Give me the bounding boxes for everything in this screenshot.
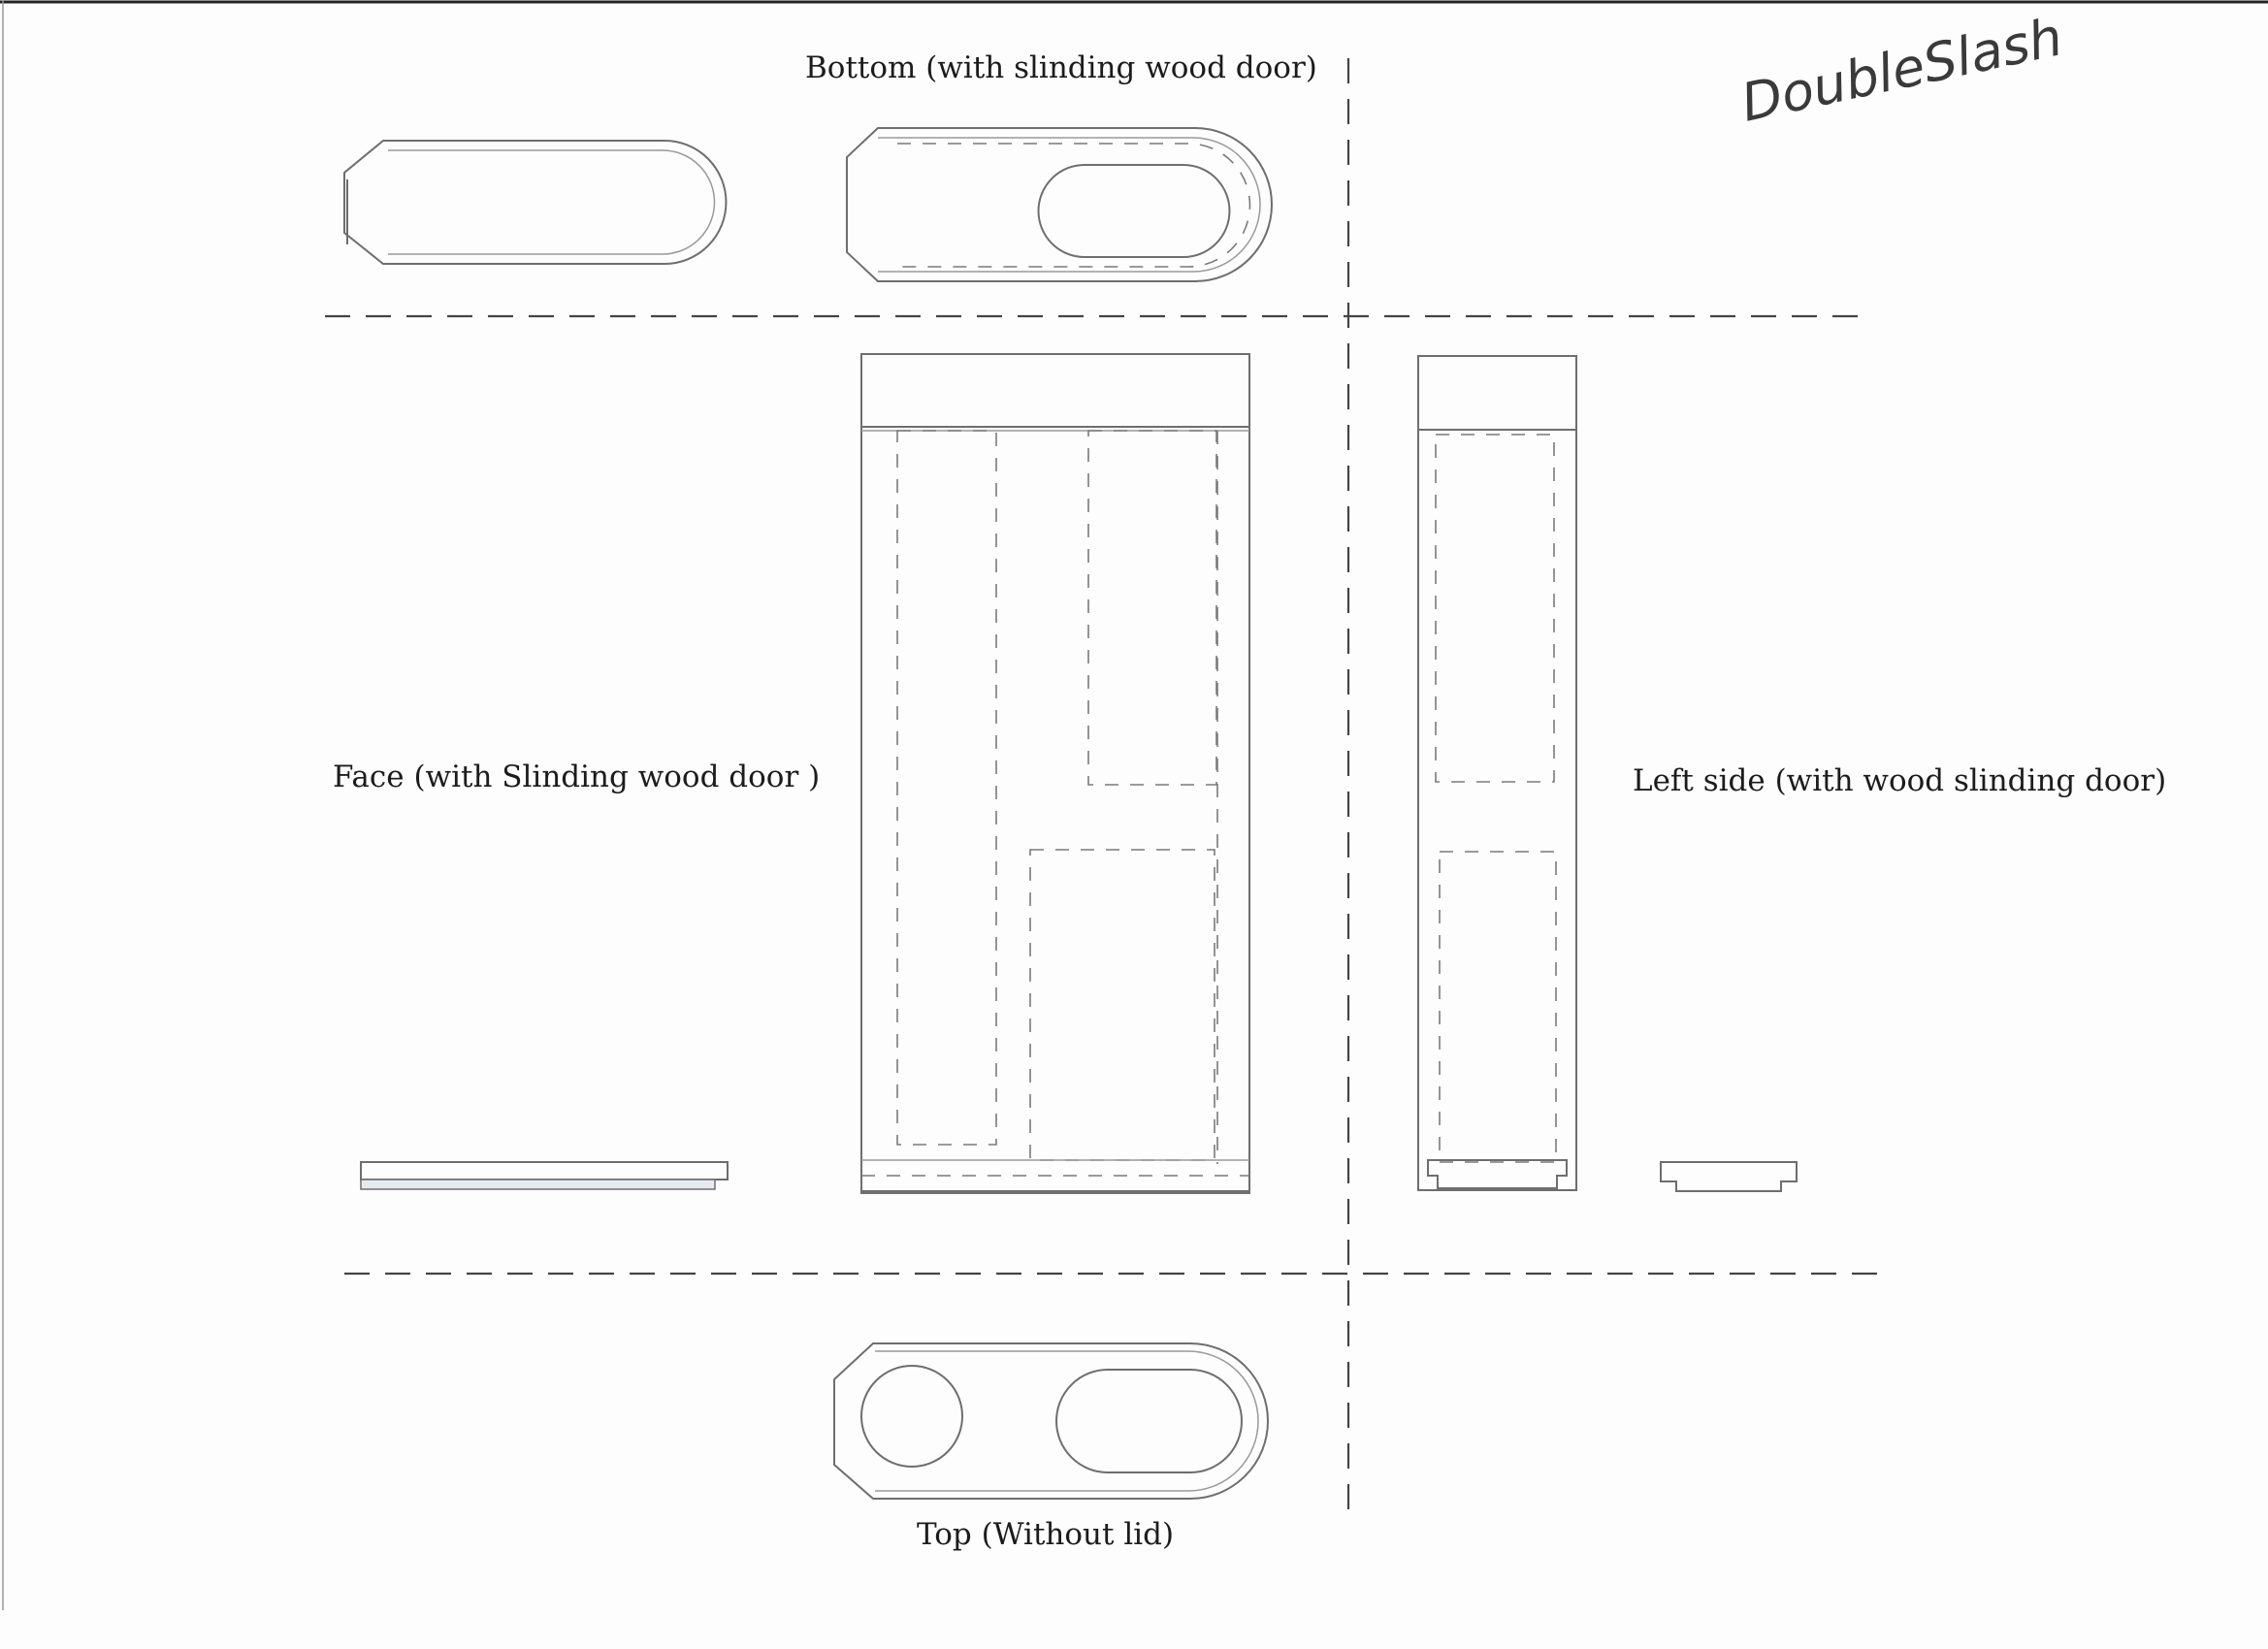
side-sliding-door-profile <box>1661 1162 1797 1191</box>
left-side-view-label: Left side (with wood slinding door) <box>1633 763 2167 798</box>
left-side-view <box>1418 356 1576 1190</box>
top-view <box>834 1343 1268 1499</box>
top-oval-opening <box>1056 1370 1242 1472</box>
top-round-opening <box>861 1366 962 1467</box>
bottom-view-label: Bottom (with slinding wood door) <box>805 50 1317 85</box>
top-view-label: Top (Without lid) <box>917 1517 1175 1552</box>
bottom-door-panel <box>344 141 726 264</box>
face-hidden-compartment-left <box>897 431 996 1145</box>
bottom-base-with-groove <box>847 128 1272 281</box>
signature: DoubleSlash <box>1735 6 2068 134</box>
face-hidden-compartment-lower <box>1030 850 1215 1160</box>
face-view <box>861 354 1249 1193</box>
face-view-label: Face (with Slinding wood door ) <box>333 760 821 794</box>
face-hidden-compartment-upper <box>1088 431 1216 785</box>
side-hidden-compartment-upper <box>1436 435 1554 782</box>
face-sliding-door-profile <box>361 1162 728 1189</box>
side-hidden-compartment-lower <box>1440 852 1556 1162</box>
